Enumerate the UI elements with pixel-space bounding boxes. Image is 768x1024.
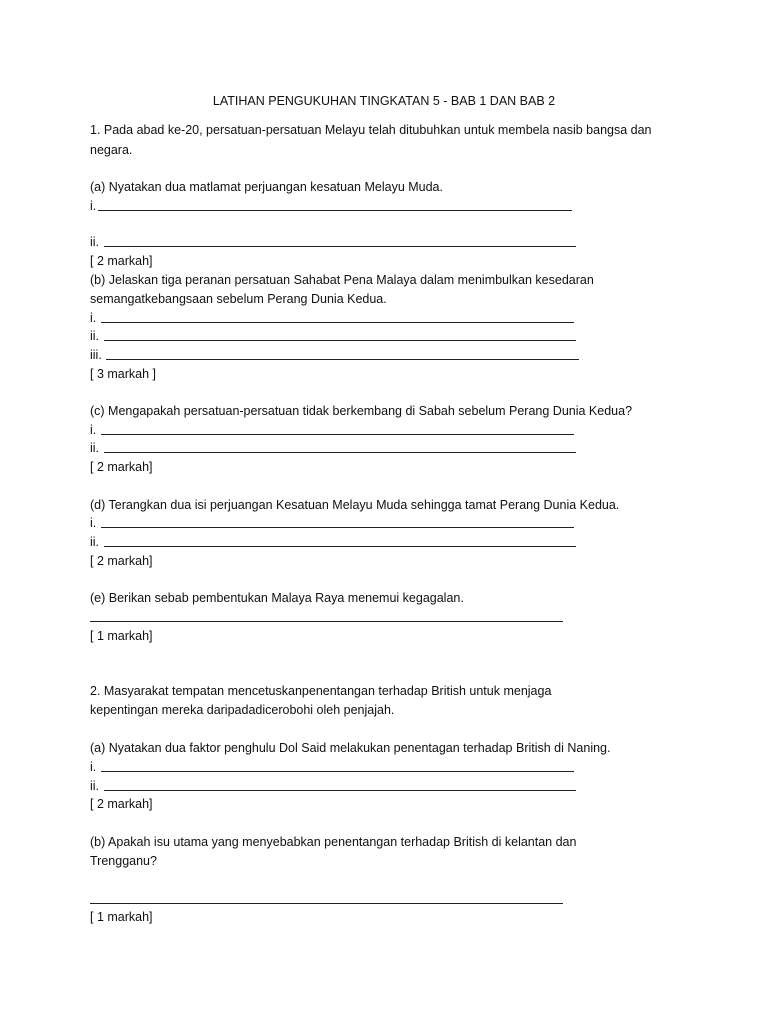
q1a-question: (a) Nyatakan dua matlamat perjuangan kesatuan Melayu Muda. (90, 180, 443, 194)
q1e-question: (e) Berikan sebab pembentukan Malaya Raya menemui kegagalan. (90, 591, 464, 605)
q2b-marks: [ 1 markah] (90, 910, 153, 924)
q1b-answer-1-line[interactable] (101, 322, 574, 323)
q1-intro-line2: negara. (90, 143, 133, 157)
q1d-answer-2-label: ii. (90, 535, 100, 549)
q1e-answer-line[interactable] (90, 621, 563, 622)
q1a-answer-2-label: ii. (90, 235, 100, 249)
q1c-question: (c) Mengapakah persatuan-persatuan tidak berkembang di Sabah sebelum Perang Dunia Kedua? (90, 404, 633, 418)
q1d-answer-2-line[interactable] (104, 546, 576, 547)
q1b-question-line2: semangatkebangsaan sebelum Perang Dunia Kedua. (90, 292, 387, 306)
page-title: LATIHAN PENGUKUHAN TINGKATAN 5 - BAB 1 DAN BAB 2 (212, 94, 556, 108)
q1b-answer-1-label: i. (90, 311, 97, 325)
q1d-answer-1-label: i. (90, 516, 97, 530)
q1c-marks: [ 2 markah] (90, 460, 153, 474)
q2a-answer-2-label: ii. (90, 779, 100, 793)
q2b-answer-line[interactable] (90, 903, 563, 904)
q2-intro-line1: 2. Masyarakat tempatan mencetuskanpenentangan terhadap British untuk menjaga (90, 684, 552, 698)
q1b-answer-3-line[interactable] (106, 359, 579, 360)
q1b-answer-3-label: iii. (90, 348, 102, 362)
q1d-answer-1-line[interactable] (101, 527, 574, 528)
q2a-question: (a) Nyatakan dua faktor penghulu Dol Said melakukan penentagan terhadap British di Naning. (90, 741, 611, 755)
q1d-question: (d) Terangkan dua isi perjuangan Kesatuan Melayu Muda sehingga tamat Perang Dunia Kedua. (90, 498, 620, 512)
q2b-question-line1: (b) Apakah isu utama yang menyebabkan penentangan terhadap British di kelantan dan (90, 835, 577, 849)
q1c-answer-2-line[interactable] (104, 452, 576, 453)
q1a-marks: [ 2 markah] (90, 254, 153, 268)
q1-intro-line1: 1. Pada abad ke-20, persatuan-persatuan Melayu telah ditubuhkan untuk membela nasib bangsa dan (90, 123, 652, 137)
q1b-question-line1: (b) Jelaskan tiga peranan persatuan Sahabat Pena Malaya dalam menimbulkan kesedaran (90, 273, 594, 287)
q2-intro-line2: kepentingan mereka daripadadicerobohi oleh penjajah. (90, 703, 395, 717)
q1b-answer-2-line[interactable] (104, 340, 576, 341)
q1a-answer-1-label: i. (90, 199, 97, 213)
q2a-answer-2-line[interactable] (104, 790, 576, 791)
q2a-answer-1-label: i. (90, 760, 97, 774)
q1c-answer-1-label: i. (90, 423, 97, 437)
q1a-answer-1-line[interactable] (98, 210, 572, 211)
q2b-question-line2: Trengganu? (90, 854, 157, 868)
q1b-answer-2-label: ii. (90, 329, 100, 343)
q1d-marks: [ 2 markah] (90, 554, 153, 568)
q1c-answer-1-line[interactable] (101, 434, 574, 435)
q1c-answer-2-label: ii. (90, 441, 100, 455)
q1a-answer-2-line[interactable] (104, 246, 576, 247)
q2a-marks: [ 2 markah] (90, 797, 153, 811)
q2a-answer-1-line[interactable] (101, 771, 574, 772)
q1e-marks: [ 1 markah] (90, 629, 153, 643)
q1b-marks: [ 3 markah ] (90, 367, 156, 381)
